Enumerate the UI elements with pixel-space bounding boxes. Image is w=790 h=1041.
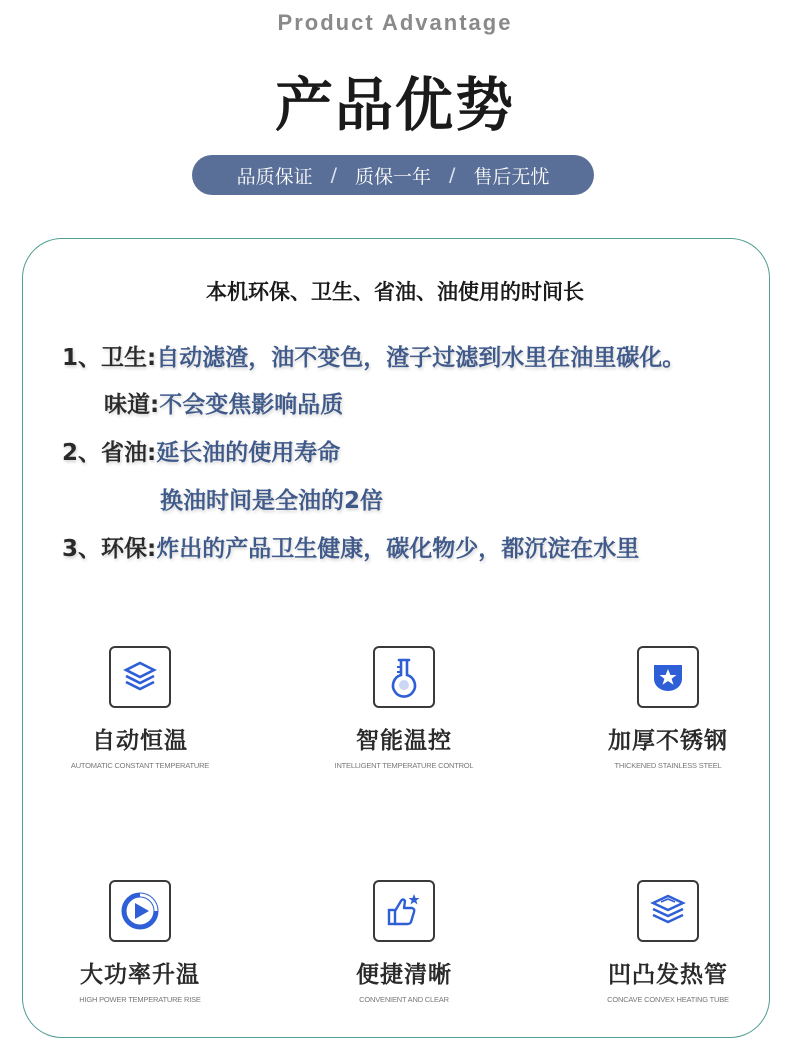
feature-heating-tube bbox=[536, 880, 790, 1004]
thumbs-up-icon bbox=[373, 880, 435, 942]
advantage-line-oil-saving bbox=[62, 434, 340, 467]
feature-subtitle: AUTOMATIC CONSTANT TEMPERATURE bbox=[70, 761, 210, 770]
pill-item-warranty: 质保一年 bbox=[354, 165, 431, 188]
feature-subtitle: CONVENIENT AND CLEAR bbox=[359, 995, 449, 1004]
line-value: 自动滤渣，油不变色，渣子过滤到水里在油里碳化。 bbox=[156, 345, 686, 371]
play-circle-icon bbox=[109, 880, 171, 942]
line-key: 3、环保: bbox=[62, 536, 157, 562]
line-value: 不会变焦影响品质 bbox=[159, 392, 344, 418]
feature-title: 自动恒温 bbox=[92, 728, 188, 754]
advantage-line-oil-change bbox=[160, 482, 383, 515]
advantage-line-taste bbox=[104, 386, 343, 419]
feature-convenient bbox=[272, 880, 536, 1004]
pill-separator: / bbox=[449, 164, 456, 186]
pill-item-aftersales: 售后无忧 bbox=[473, 165, 550, 188]
pill-separator: / bbox=[330, 164, 337, 186]
feature-subtitle: THICKENED STAINLESS STEEL bbox=[614, 761, 722, 770]
flask-icon bbox=[373, 646, 435, 708]
feature-smart-temp-control bbox=[272, 646, 536, 770]
feature-subtitle: INTELLIGENT TEMPERATURE CONTROL bbox=[334, 761, 474, 770]
line-key: 味道: bbox=[104, 392, 160, 418]
feature-subtitle: HIGH POWER TEMPERATURE RISE bbox=[79, 995, 201, 1004]
feature-title: 加厚不锈钢 bbox=[608, 728, 728, 754]
feature-thick-stainless bbox=[536, 646, 790, 770]
advantage-line-eco bbox=[62, 530, 639, 563]
feature-auto-constant-temp bbox=[8, 646, 272, 770]
line-value: 换油时间是全油的2倍 bbox=[160, 488, 384, 514]
feature-title: 便捷清晰 bbox=[356, 962, 452, 988]
line-key: 1、卫生: bbox=[62, 345, 157, 371]
layers-icon bbox=[109, 646, 171, 708]
shield-star-icon bbox=[637, 646, 699, 708]
feature-high-power bbox=[8, 880, 272, 1004]
guarantee-pill bbox=[192, 155, 594, 195]
line-value: 炸出的产品卫生健康，碳化物少，都沉淀在水里 bbox=[156, 536, 640, 562]
stack-box-icon bbox=[637, 880, 699, 942]
advantage-line-hygiene bbox=[62, 339, 685, 372]
page-subtitle-en: Product Advantage bbox=[277, 10, 513, 35]
feature-title: 大功率升温 bbox=[80, 962, 200, 988]
line-key: 2、省油: bbox=[62, 440, 157, 466]
card-heading: 本机环保、卫生、省油、油使用的时间长 bbox=[206, 280, 584, 304]
pill-item-quality: 品质保证 bbox=[236, 165, 313, 188]
feature-subtitle: CONCAVE CONVEX HEATING TUBE bbox=[607, 995, 729, 1004]
feature-title: 智能温控 bbox=[356, 728, 452, 754]
page-title: 产品优势 bbox=[274, 71, 515, 139]
line-value: 延长油的使用寿命 bbox=[156, 440, 341, 466]
feature-title: 凹凸发热管 bbox=[608, 962, 728, 988]
